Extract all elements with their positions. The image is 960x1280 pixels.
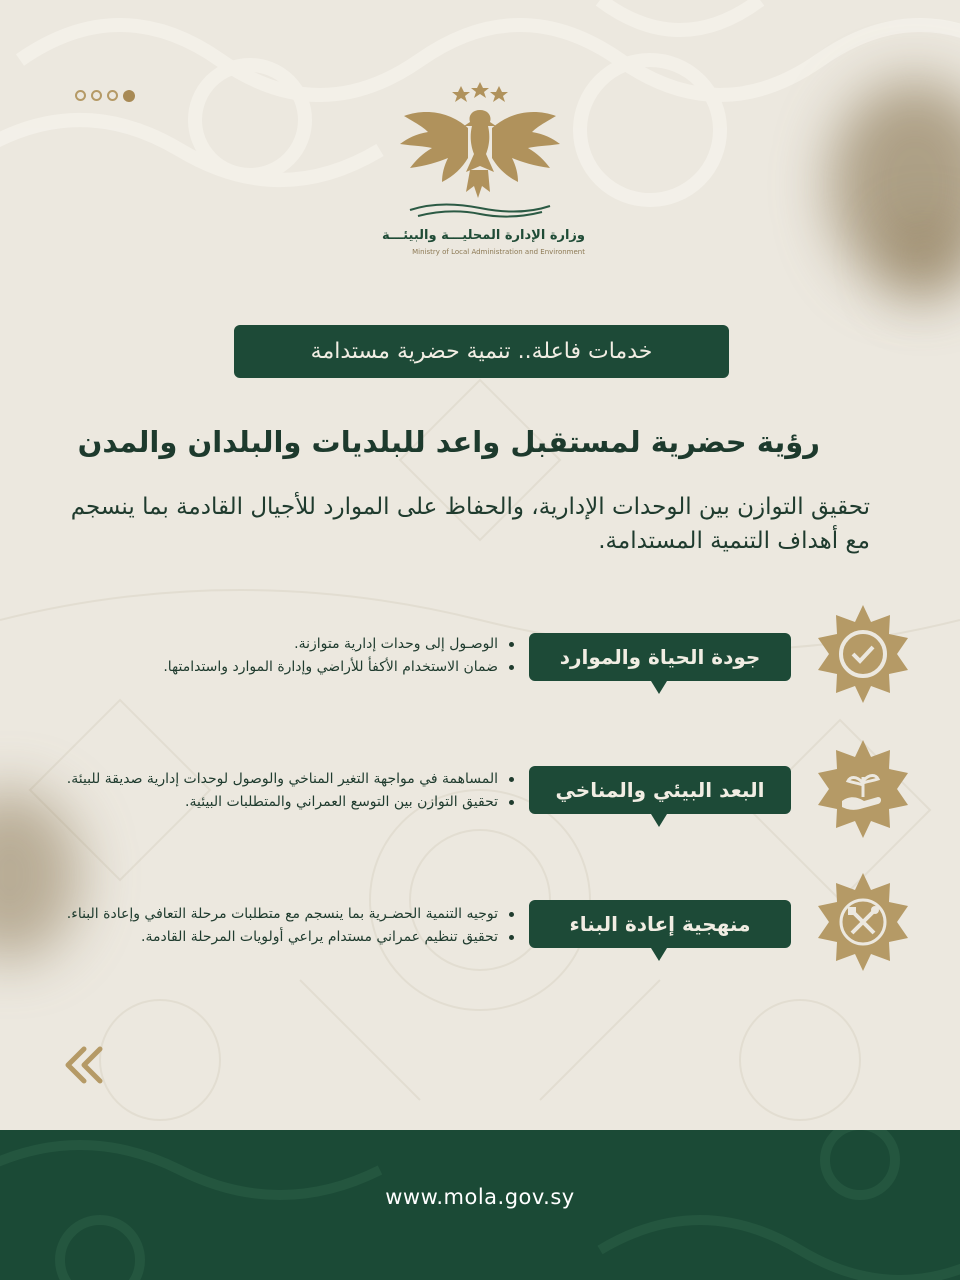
ring-icon (107, 90, 118, 101)
page-title: رؤية حضرية لمستقبل واعد للبلديات والبلدان والمدن (77, 425, 820, 459)
eagle-emblem-icon (370, 82, 590, 232)
pill-pointer (651, 814, 667, 827)
footer-bar (0, 1130, 960, 1280)
ministry-name-en: Ministry of Local Administration and Environment (412, 248, 585, 256)
list-item: الوصـول إلى وحدات إدارية متوازنة. (60, 634, 520, 655)
decorative-dots (75, 90, 135, 102)
ring-icon (75, 90, 86, 101)
decorative-blur (890, 220, 960, 300)
list-item: ضمان الاستخدام الأكفأ للأراضي وإدارة الموارد واستدامتها. (60, 657, 520, 678)
feature-title: جودة الحياة والموارد (529, 633, 791, 681)
list-item: المساهمة في مواجهة التغير المناخي والوصول لوحدات إدارية صديقة للبيئة. (60, 769, 520, 790)
list-item: تحقيق التوازن بين التوسع العمراني والمتطلبات البيئية. (60, 792, 520, 813)
tools-icon (808, 868, 918, 978)
website-link[interactable]: www.mola.gov.sy (385, 1185, 575, 1209)
list-item: تحقيق تنظيم عمراني مستدام يراعي أولويات المرحلة القادمة. (60, 927, 520, 948)
feature-item-environment (0, 735, 960, 875)
ring-icon (91, 90, 102, 101)
intro-text: تحقيق التوازن بين الوحدات الإدارية، والحفاظ على الموارد للأجيال القادمة بما ينسجم مع أهداف التنمية المستدامة. (70, 494, 870, 554)
tagline-banner: خدمات فاعلة.. تنمية حضرية مستدامة (234, 325, 729, 378)
feature-bullets (60, 634, 520, 680)
sun-icon (123, 90, 135, 102)
double-chevron-left-icon (60, 1045, 110, 1085)
pill-pointer (651, 948, 667, 961)
feature-item-quality (0, 600, 960, 740)
pill-pointer (651, 681, 667, 694)
feature-item-rebuilding (0, 868, 960, 1008)
feature-bullets (60, 904, 520, 950)
check-badge-icon (808, 600, 918, 710)
plant-hand-icon (808, 735, 918, 845)
feature-title: منهجية إعادة البناء (529, 900, 791, 948)
ministry-name-ar: وزارة الإدارة المحليـــة والبيئـــة (382, 228, 585, 243)
list-item: توجيه التنمية الحضـرية بما ينسجم مع متطلبات مرحلة التعافي وإعادة البناء. (60, 904, 520, 925)
feature-title: البعد البيئي والمناخي (529, 766, 791, 814)
feature-bullets (60, 769, 520, 815)
